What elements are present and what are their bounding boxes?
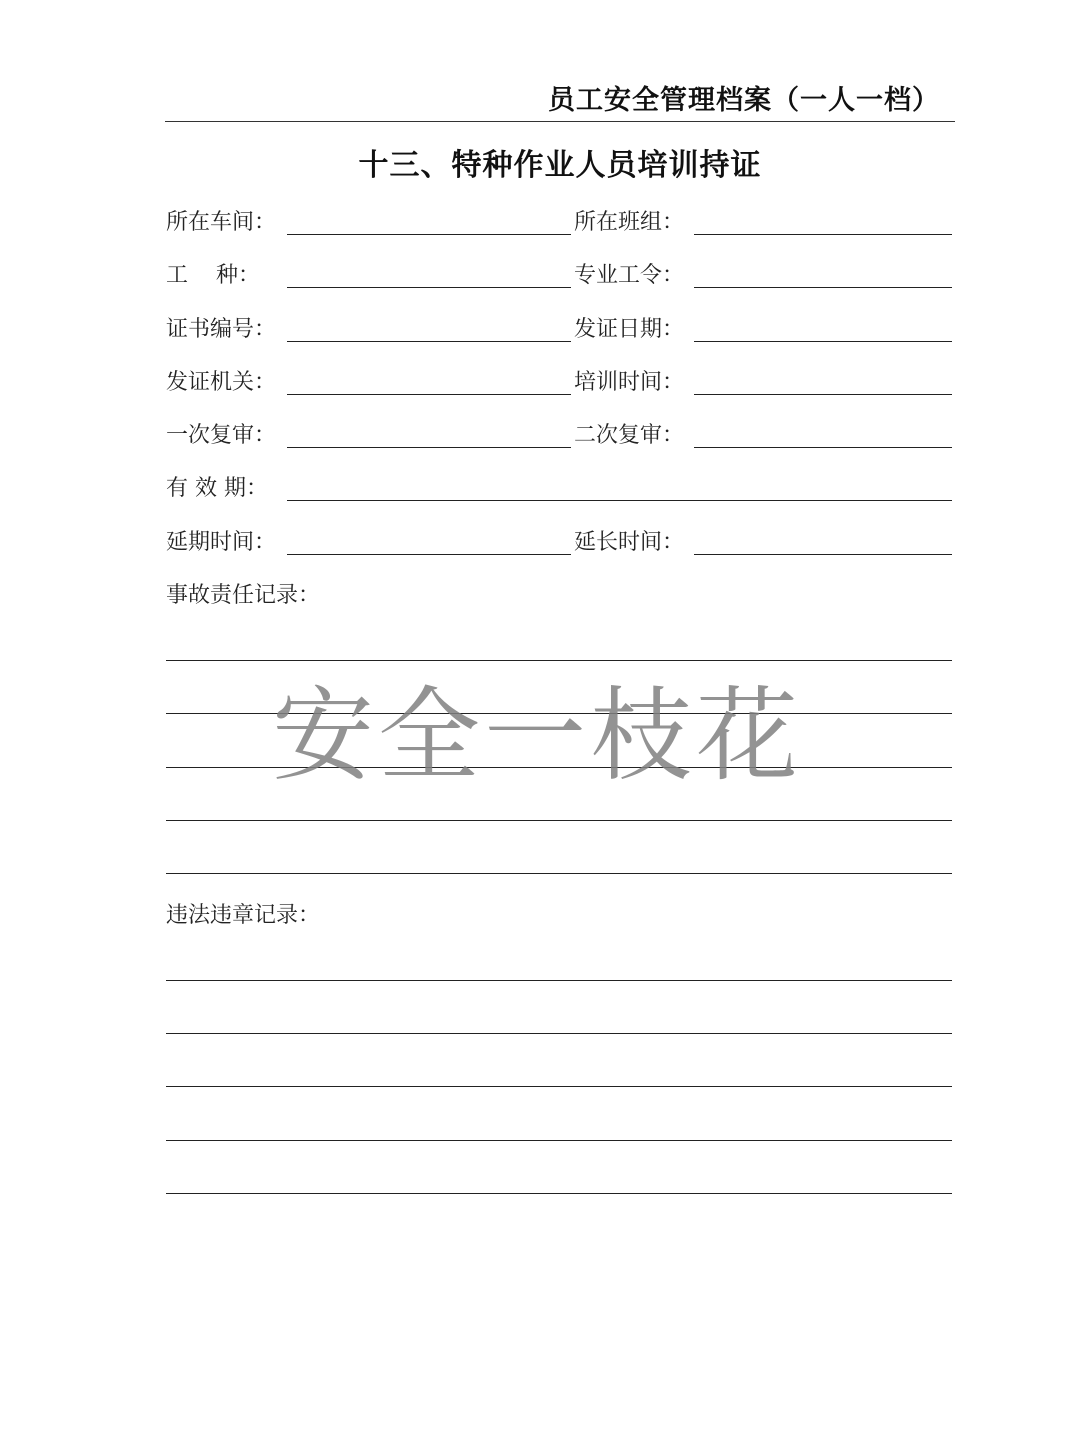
workshop-label: 所在车间： [166,210,277,235]
seniority-field[interactable] [694,287,952,288]
violation-record-line[interactable] [166,980,952,981]
seniority-label: 专业工令： [574,263,685,288]
first-review-label: 一次复审： [166,423,277,448]
workshop-field[interactable] [287,234,571,235]
issuer-label: 发证机关： [166,370,277,395]
accident-record-line[interactable] [166,767,952,768]
cert-no-field[interactable] [287,341,571,342]
issue-date-label: 发证日期： [574,317,685,342]
second-review-label: 二次复审： [574,423,685,448]
violation-record-line[interactable] [166,1193,952,1194]
accident-record-line[interactable] [166,873,952,874]
violation-record-line[interactable] [166,1086,952,1087]
validity-label: 有 效 期： [166,476,268,501]
accident-record-label: 事故责任记录： [166,583,321,608]
accident-record-line[interactable] [166,660,952,661]
first-review-field[interactable] [287,447,571,448]
postpone-time-field[interactable] [287,554,571,555]
postpone-time-label: 延期时间： [166,530,277,555]
issuer-field[interactable] [287,394,571,395]
accident-record-line[interactable] [166,713,952,714]
team-field[interactable] [694,234,952,235]
watermark: 安全一枝花 [272,677,802,796]
training-time-field[interactable] [694,394,952,395]
issue-date-field[interactable] [694,341,952,342]
extend-time-field[interactable] [694,554,952,555]
training-time-label: 培训时间： [574,370,685,395]
job-type-field[interactable] [287,287,571,288]
violation-record-line[interactable] [166,1033,952,1034]
document-header-title: 员工安全管理档案（一人一档） [548,85,940,116]
job-type-label: 工 种： [166,263,260,288]
validity-field[interactable] [287,500,952,501]
team-label: 所在班组： [574,210,685,235]
section-title: 十三、特种作业人员培训持证 [358,148,762,183]
cert-no-label: 证书编号： [166,317,277,342]
header-rule [165,121,955,122]
accident-record-line[interactable] [166,820,952,821]
second-review-field[interactable] [694,447,952,448]
violation-record-label: 违法违章记录： [166,903,321,928]
violation-record-line[interactable] [166,1140,952,1141]
extend-time-label: 延长时间： [574,530,685,555]
